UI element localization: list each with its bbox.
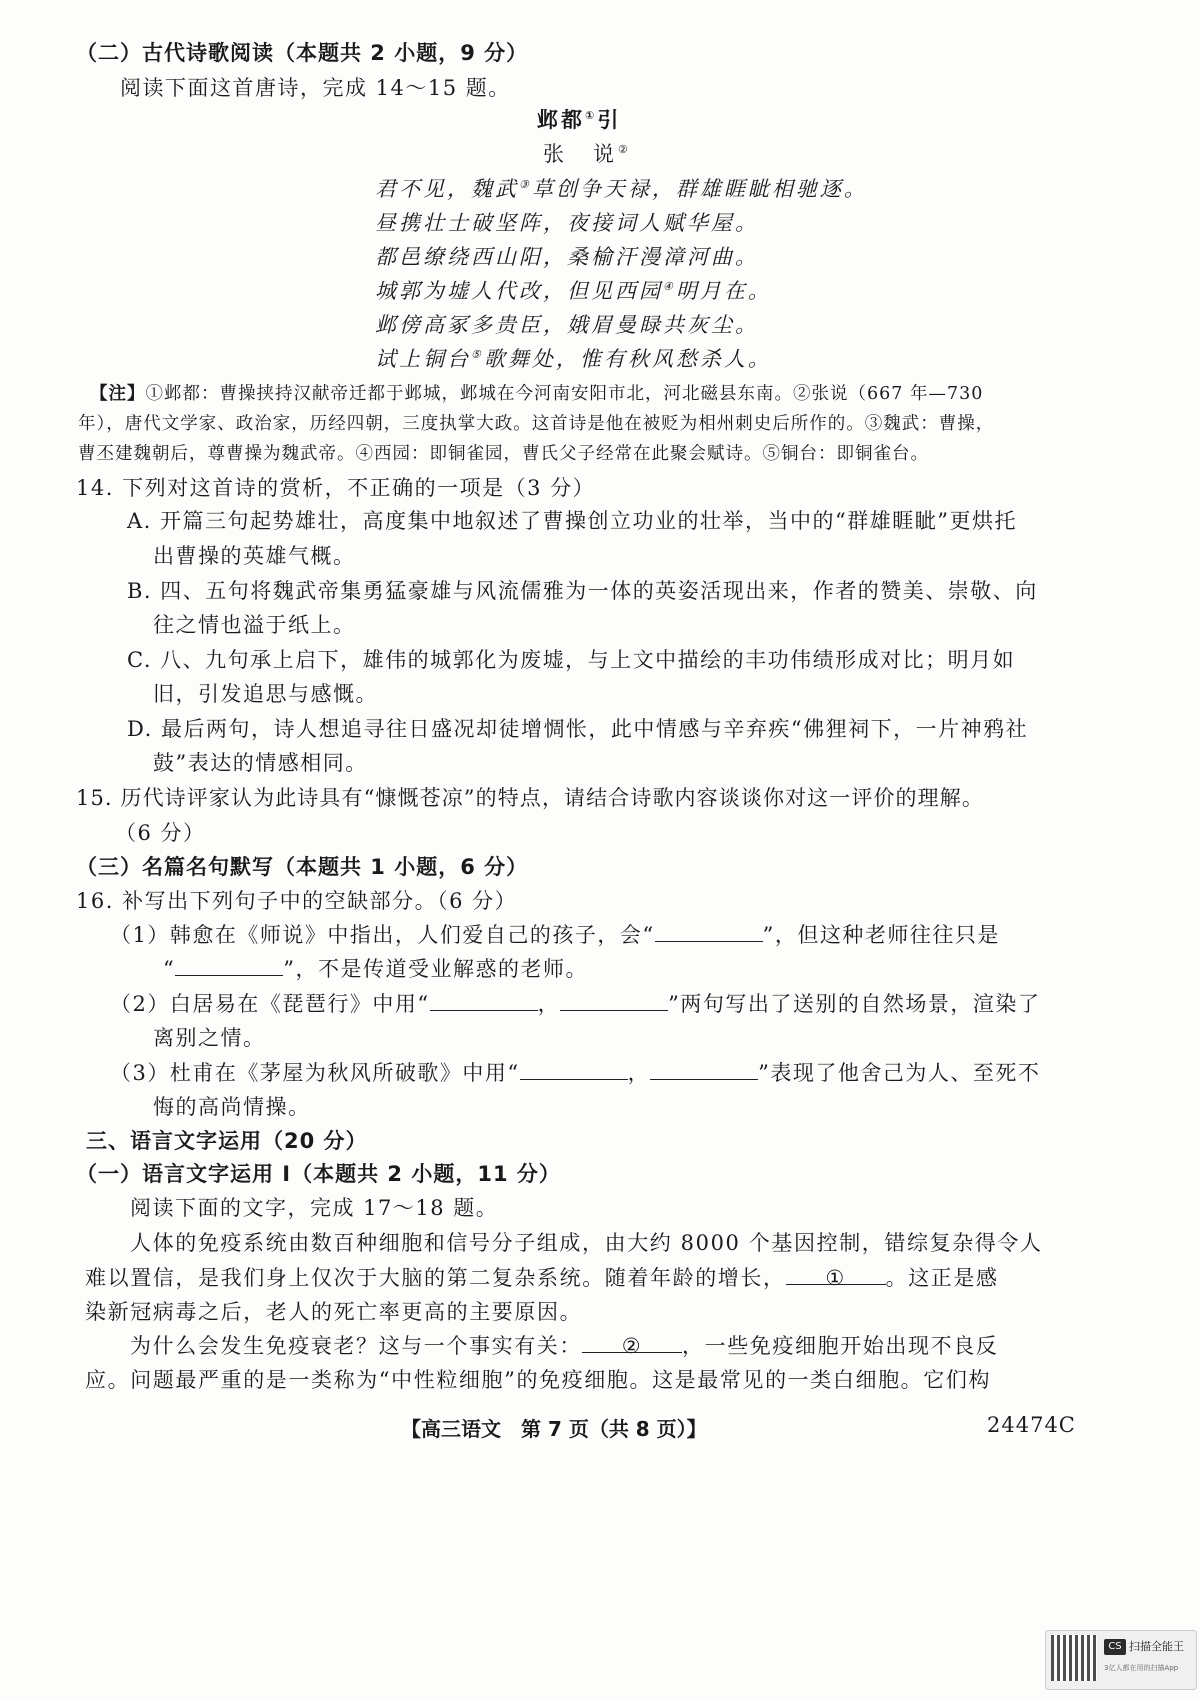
passage-line: 应。问题最严重的是一类称为“中性粒细胞”的免疫细胞。这是最常见的一类白细胞。它们构 — [85, 1368, 992, 1392]
exam-code: 24474C — [987, 1413, 1076, 1437]
poem-line: 昼携壮士破坚阵，夜接词人赋华屋。 — [375, 211, 759, 235]
poem-line: 君不见，魏武③草创争天禄，群雄睚眦相驰逐。 — [375, 177, 868, 201]
q16-part2: （2）白居易在《琵琶行》中用“ ， ”两句写出了送别的自然场景，渲染了 — [110, 992, 1041, 1016]
q14-option-b-cont: 往之情也溢于纸上。 — [153, 613, 356, 637]
q14-option-c-cont: 旧，引发追思与感慨。 — [153, 682, 378, 706]
section-poetry-heading: （二）古代诗歌阅读（本题共 2 小题，9 分） — [76, 41, 529, 65]
notes-line: 曹丕建魏朝后，尊曹操为魏武帝。④西园：即铜雀园，曹氏父子经常在此聚会赋诗。⑤铜台：即铜雀台。 — [78, 444, 929, 464]
q16-part1-cont: “ ”，不是传道受业解惑的老师。 — [163, 957, 588, 981]
answer-blank[interactable] — [560, 992, 668, 1011]
poem-line: 都邑缭绕西山阳，桑榆汗漫漳河曲。 — [375, 245, 759, 269]
scanner-watermark — [1045, 1630, 1197, 1690]
poem-title: 邺都①引 — [537, 108, 622, 132]
q16-part1: （1）韩愈在《师说》中指出，人们爱自己的孩子，会“ ”，但这种老师往往只是 — [110, 923, 1000, 947]
camscanner-logo-icon: CS — [1104, 1639, 1126, 1655]
answer-blank[interactable] — [655, 923, 763, 942]
poem-author: 张 说② — [543, 142, 632, 166]
q16-part3: （3）杜甫在《茅屋为秋风所破歌》中用“ ， ”表现了他舍己为人、至死不 — [110, 1061, 1041, 1085]
q15-score: （6 分） — [115, 821, 206, 845]
answer-blank[interactable] — [175, 957, 283, 976]
section-language1-heading: （一）语言文字运用 Ⅰ（本题共 2 小题，11 分） — [76, 1162, 561, 1186]
section-dictation-heading: （三）名篇名句默写（本题共 1 小题，6 分） — [76, 855, 529, 879]
page-footer: 【高三语文 第 7 页（共 8 页）】 — [401, 1417, 707, 1441]
q14-stem: 14. 下列对这首诗的赏析，不正确的一项是（3 分） — [76, 476, 596, 500]
poetry-intro: 阅读下面这首唐诗，完成 14～15 题。 — [120, 76, 511, 100]
language-intro: 阅读下面的文字，完成 17～18 题。 — [130, 1196, 499, 1220]
answer-blank[interactable] — [650, 1061, 758, 1080]
watermark-title: 扫描全能王 — [1129, 1640, 1184, 1653]
passage-line: 难以置信，是我们身上仅次于大脑的第二复杂系统。随着年龄的增长， ① 。这正是感 — [85, 1266, 999, 1290]
q14-option-a: A. 开篇三句起势雄壮，高度集中地叙述了曹操创立功业的壮举，当中的“群雄睚眦”更烘托 — [127, 509, 1017, 533]
q16-stem: 16. 补写出下列句子中的空缺部分。（6 分） — [76, 889, 518, 913]
poem-line: 邺傍高冢多贵臣，娥眉曼睩共灰尘。 — [375, 313, 759, 337]
poem-line: 试上铜台⑤歌舞处，惟有秋风愁杀人。 — [375, 347, 772, 371]
qr-code-icon — [1051, 1635, 1097, 1681]
q14-option-c: C. 八、九句承上启下，雄伟的城郭化为废墟，与上文中描绘的丰功伟绩形成对比；明月如 — [127, 648, 1016, 672]
section-language-heading: 三、语言文字运用（20 分） — [86, 1129, 368, 1153]
q16-part3-cont: 悔的高尚情操。 — [153, 1095, 311, 1119]
q14-option-d-cont: 鼓”表达的情感相同。 — [153, 751, 368, 775]
q14-option-b: B. 四、五句将魏武帝集勇猛豪雄与风流儒雅为一体的英姿活现出来，作者的赞美、崇敬、向 — [127, 579, 1038, 603]
watermark-subtitle: 3亿人都在用的扫描App — [1104, 1664, 1179, 1672]
q15-stem: 15. 历代诗评家认为此诗具有“慷慨苍凉”的特点，请结合诗歌内容谈谈你对这一评价的理解。 — [76, 786, 984, 810]
passage-blank-2[interactable]: ② — [582, 1334, 682, 1353]
notes-line: 【注】①邺都：曹操挟持汉献帝迁都于邺城，邺城在今河南安阳市北，河北磁县东南。②张说（667 年—730 — [90, 384, 984, 404]
passage-line: 染新冠病毒之后，老人的死亡率更高的主要原因。 — [85, 1300, 583, 1324]
answer-blank[interactable] — [430, 992, 538, 1011]
q14-option-d: D. 最后两句，诗人想追寻往日盛况却徒增惆怅，此中情感与辛弃疾“佛狸祠下，一片神鸦社 — [127, 717, 1029, 741]
q14-option-a-cont: 出曹操的英雄气概。 — [153, 544, 356, 568]
passage-blank-1[interactable]: ① — [786, 1266, 886, 1285]
answer-blank[interactable] — [520, 1061, 628, 1080]
poem-line: 城郭为墟人代改，但见西园④明月在。 — [375, 279, 772, 303]
q16-part2-cont: 离别之情。 — [153, 1026, 266, 1050]
notes-line: 年），唐代文学家、政治家，历经四朝，三度执掌大政。这首诗是他在被贬为相州刺史后所作的。③魏武：曹操， — [78, 414, 995, 434]
passage-line: 人体的免疫系统由数百种细胞和信号分子组成，由大约 8000 个基因控制，错综复杂得令人 — [130, 1231, 1043, 1255]
passage-line: 为什么会发生免疫衰老？这与一个事实有关： ② ，一些免疫细胞开始出现不良反 — [130, 1334, 999, 1358]
